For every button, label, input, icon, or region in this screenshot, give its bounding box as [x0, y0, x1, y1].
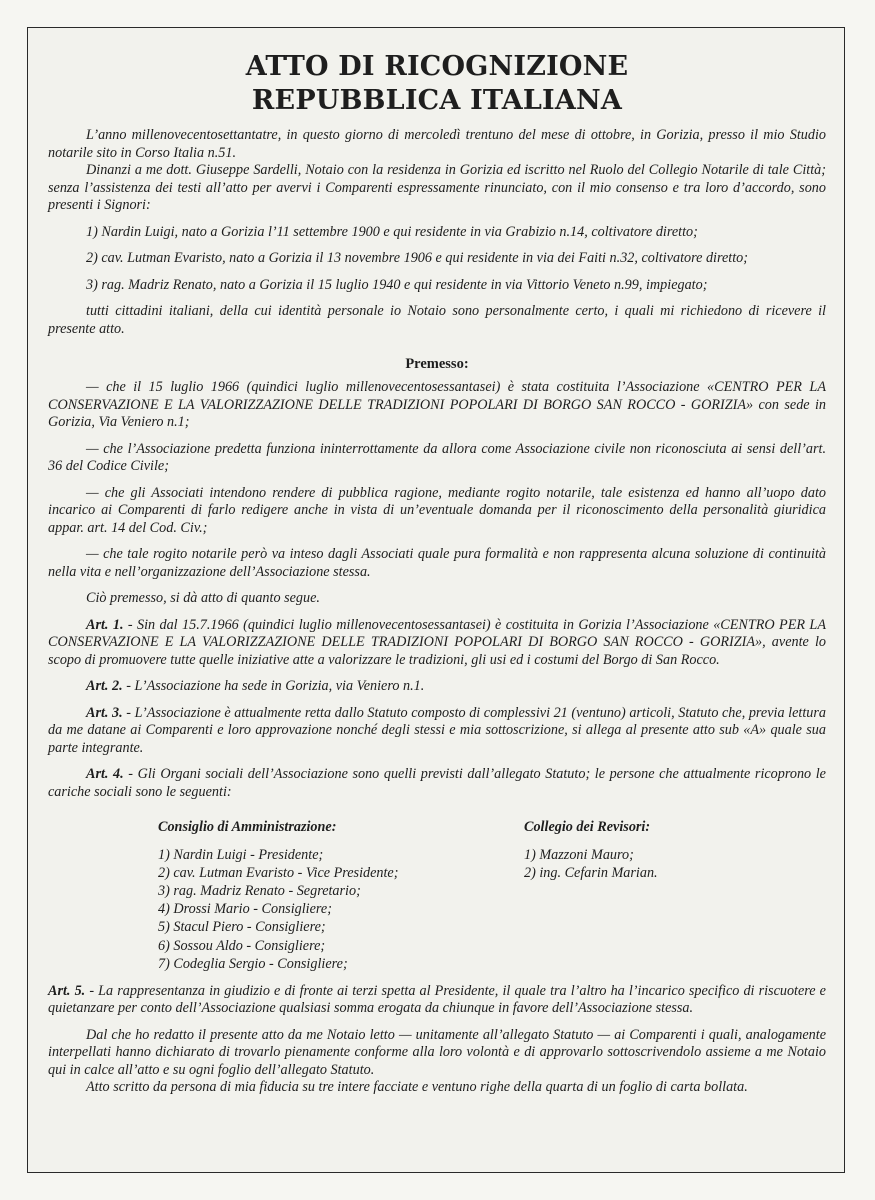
document-title: ATTO DI RICOGNIZIONE [245, 51, 629, 82]
article-2 [48, 678, 826, 696]
person-item: 3) rag. Madriz Renato, nato a Gorizia il 15 luglio 1940 e qui residente in via Vittorio Veneto n.99, impiegato; [86, 276, 708, 293]
premesso-item: — che tale rogito notarile però va inteso dagli Associati quale pura formalità e non rappresenta alcuna soluzione di continuità nella vita e nell’organizzazione dell’Associazione stessa. [48, 546, 826, 580]
article-2-label: Art. 2. [86, 678, 123, 694]
consiglio-member: 3) rag. Madriz Renato - Segretario; [158, 882, 361, 899]
consiglio-member: 2) cav. Lutman Evaristo - Vice Presidente; [158, 864, 399, 881]
consiglio-member: 7) Codeglia Sergio - Consigliere; [158, 955, 348, 972]
consiglio-member: 4) Drossi Mario - Consigliere; [158, 901, 332, 918]
article-2-text: - L’Associazione ha sede in Gorizia, via Veniero n.1. [122, 678, 425, 694]
premesso-item: — che l’Associazione predetta funziona ininterrottamente da allora come Associazione civile non riconosciuta ai sensi dell’art. 36 del Codice Civile; [48, 440, 826, 474]
article-4-label: Art. 4. [86, 766, 124, 782]
article-1 [48, 617, 826, 670]
article-4-text: - Gli Organi sociali dell’Associazione sono quelli previsti dall’allegato Statuto; le persone che attualmente ricoprono le cariche sociali sono le seguenti: [48, 766, 826, 800]
consiglio-heading: Consiglio di Amministrazione: [158, 819, 337, 835]
consiglio-member: 6) Sossou Aldo - Consigliere; [158, 937, 326, 954]
title-block [48, 50, 826, 118]
premesso-closing: Ciò premesso, si dà atto di quanto segue. [86, 590, 320, 606]
document-frame [27, 27, 845, 1173]
intro-paragraph-2: Dinanzi a me dott. Giuseppe Sardelli, Notaio con la residenza in Gorizia ed iscritto nel Ruolo del Collegio Notarile di tale Città; senza l’assistenza dei testi all’atto per avervi i Comparenti espressamente rinunciato, con il mio consenso e tra loro d’accordo, sono presenti i Signori: [48, 162, 826, 213]
article-4 [48, 766, 826, 801]
revisori-heading: Collegio dei Revisori: [524, 819, 651, 835]
closing-paragraph-1: Dal che ho redatto il presente atto da me Notaio letto — unitamente all’allegato Statuto — ai Comparenti i quali, analogamente interpellati hanno dichiarato di trovarlo pienamente conforme alla loro volontà e di approvarlo sottoscrivendolo assieme a me Notaio qui in calce all’atto e su ogni foglio dell’allegato Statuto. [48, 1026, 826, 1078]
officers-lists [48, 819, 826, 973]
article-3-text: - L’Associazione è attualmente retta dallo Statuto composto di complessivi 21 (ventuno) articoli, Statuto che, previa lettura da me datane ai Comparenti e loro approvazione nonché degli stessi e mia sottoscrizione, si allega al presente atto sub «A» quale sua parte integrante. [48, 704, 826, 756]
document-subtitle: REPUBBLICA ITALIANA [251, 85, 623, 116]
intro-paragraph-1: L’anno millenovecentosettantatre, in questo giorno di mercoledì trentuno del mese di ottobre, in Gorizia, presso il mio Studio notarile sito in Corso Italia n.51. [48, 127, 826, 161]
article-5-label: Art. 5. [48, 982, 86, 999]
article-5-text: - La rappresentanza in giudizio e di fronte ai terzi spetta al Presidente, il quale tra l’altro ha l’incarico specifico di riscuotere e quietanzare per conto dell’Associazione qualsiasi somma erogata da chiunque in favore dell’Associazione stessa. [48, 982, 826, 1017]
article-5 [48, 983, 826, 1018]
article-1-text: - Sin dal 15.7.1966 (quindici luglio millenovecentosessantasei) è costituita in Gorizia l’Associazione «CENTRO PER LA CONSERVAZIONE E LA VALORIZZAZIONE DELLE TRADIZIONI POPOLARI DI BORGO SAN ROCCO - GORIZIA», avente lo scopo di promuovere tutte quelle iniziative atte a valorizzare le tradizioni, gli usi ed i costumi del Borgo di San Rocco. [48, 616, 826, 668]
premesso-heading: Premesso: [405, 356, 469, 372]
person-item: 2) cav. Lutman Evaristo, nato a Gorizia il 13 novembre 1906 e qui residente in via dei Faiti n.32, coltivatore diretto; [86, 250, 748, 266]
article-3-label: Art. 3. [86, 704, 123, 721]
consiglio-member: 1) Nardin Luigi - Presidente; [158, 846, 324, 863]
article-1-label: Art. 1. [86, 616, 124, 633]
closing-paragraph-2: Atto scritto da persona di mia fiducia su tre intere facciate e ventuno righe della quarta di un foglio di carta bollata. [86, 1079, 748, 1096]
article-3 [48, 705, 826, 758]
consiglio-list [158, 819, 524, 973]
consiglio-member: 5) Stacul Piero - Consigliere; [158, 919, 326, 936]
document-content [48, 50, 826, 1097]
revisori-list [524, 819, 824, 973]
revisori-member: 1) Mazzoni Mauro; [524, 846, 634, 863]
person-item: 1) Nardin Luigi, nato a Gorizia l’11 settembre 1900 e qui residente in via Grabizio n.14, coltivatore diretto; [86, 223, 698, 240]
intro-paragraph-3: tutti cittadini italiani, della cui identità personale io Notaio sono personalmente certo, i quali mi richiedono di ricevere il presente atto. [48, 303, 826, 337]
premesso-item: — che gli Associati intendono rendere di pubblica ragione, mediante rogito notarile, tale esistenza ed hanno all’uopo dato incarico ai Comparenti di farlo redigere anche in vista di un’eventuale domanda per il riconoscimento della personalità giuridica appar. art. 14 del Cod. Civ.; [48, 484, 826, 536]
revisori-member: 2) ing. Cefarin Marian. [524, 864, 658, 881]
premesso-item: — che il 15 luglio 1966 (quindici luglio millenovecentosessantasei) è stata costituita l’Associazione «CENTRO PER LA CONSERVAZIONE E LA VALORIZZAZIONE DELLE TRADIZIONI POPOLARI DI BORGO SAN ROCCO - GORIZIA» con sede in Gorizia, Via Veniero n.1; [48, 379, 826, 430]
